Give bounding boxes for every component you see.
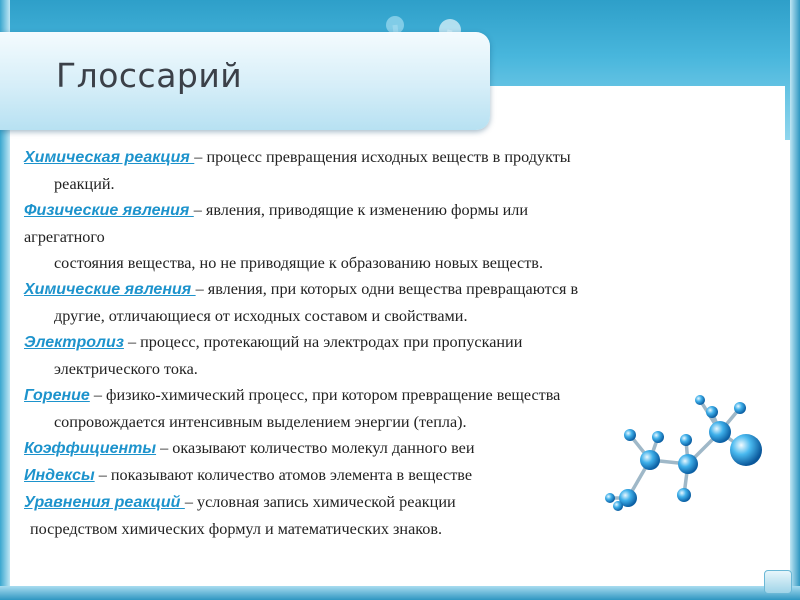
glossary-list bbox=[24, 144, 584, 542]
glossary-entry bbox=[24, 382, 584, 409]
frame-bottom bbox=[0, 586, 800, 600]
glossary-entry bbox=[24, 197, 584, 250]
glossary-definition-cont: сопровождается интенсивным выделением энергии (тепла). bbox=[54, 413, 467, 431]
glossary-definition: – условная запись химической реакции bbox=[184, 493, 456, 511]
glossary-definition: – процесс превращения исходных веществ в продукты bbox=[194, 148, 571, 166]
glossary-definition-cont: состояния вещества, но не приводящие к образованию новых веществ. bbox=[54, 254, 543, 272]
glossary-definition-cont: посредством химических формул и математических знаков. bbox=[30, 520, 443, 538]
glossary-definition: – процесс, протекающий на электродах при пропускании bbox=[123, 333, 523, 351]
glossary-definition: – оказывают количество молекул данного веи bbox=[156, 439, 475, 457]
frame-right bbox=[790, 0, 800, 600]
home-icon[interactable] bbox=[764, 570, 792, 594]
glossary-entry bbox=[24, 144, 584, 171]
glossary-term[interactable]: Уравнения реакций bbox=[24, 494, 185, 511]
glossary-term[interactable]: Горение bbox=[24, 387, 90, 404]
glossary-definition: – физико-химический процесс, при котором превращение вещества bbox=[89, 386, 561, 404]
glossary-entry bbox=[24, 489, 584, 516]
glossary-entry bbox=[24, 462, 584, 489]
glossary-definition: – явления, при которых одни вещества превращаются в bbox=[195, 280, 579, 298]
page-title: Глоссарий bbox=[56, 56, 243, 95]
glossary-term[interactable]: Химические явления bbox=[24, 281, 196, 298]
glossary-entry bbox=[24, 329, 584, 356]
glossary-definition-cont: реакций. bbox=[54, 175, 115, 193]
glossary-definition-cont: электрического тока. bbox=[54, 360, 198, 378]
glossary-term[interactable]: Электролиз bbox=[24, 334, 124, 351]
glossary-term[interactable]: Химическая реакция bbox=[24, 149, 195, 166]
glossary-entry bbox=[24, 276, 584, 303]
glossary-term[interactable]: Индексы bbox=[24, 467, 95, 484]
glossary-entry bbox=[24, 435, 584, 462]
molecule-illustration bbox=[590, 380, 790, 520]
glossary-definition-cont: другие, отличающиеся от исходных составом и свойствами. bbox=[54, 307, 468, 325]
glossary-term[interactable]: Физические явления bbox=[24, 202, 194, 219]
glossary-term[interactable]: Коэффициенты bbox=[24, 440, 157, 457]
glossary-definition: – явления, приводящие к изменению формы или агрегатного bbox=[24, 201, 529, 246]
glossary-definition: – показывают количество атомов элемента в веществе bbox=[94, 466, 473, 484]
